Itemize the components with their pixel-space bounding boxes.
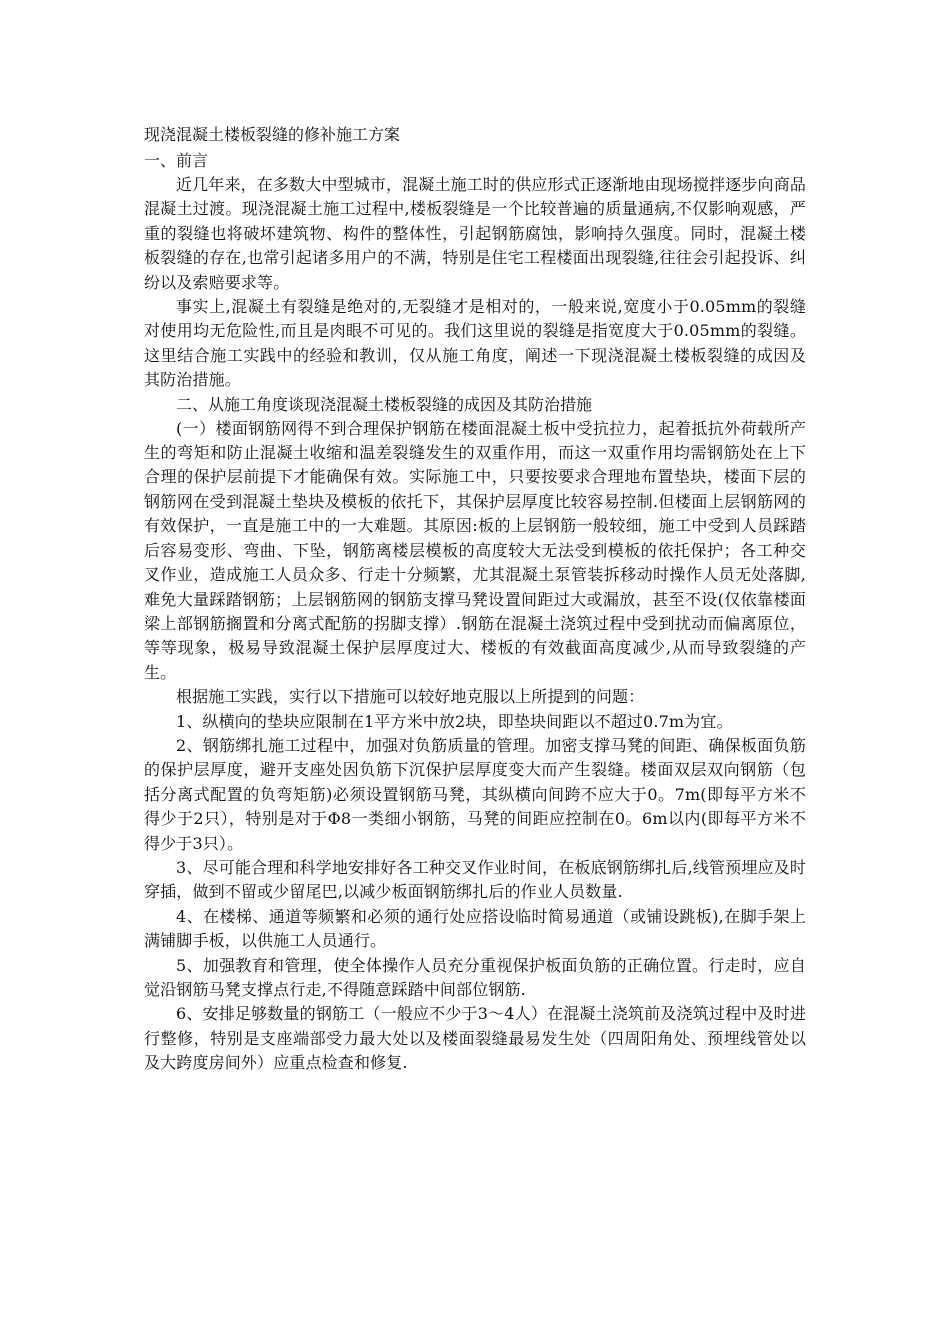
document-page	[144, 121, 806, 1076]
document-title: 现浇混凝土楼板裂缝的修补施工方案	[144, 125, 401, 144]
list-item: 6、安排足够数量的钢筋工（一般应不少于3～4人）在混凝土浇筑前及浇筑过程中及时进行整修，特别是支座端部受力最大处以及楼面裂缝最易发生处（四周阳角处、预埋线管处以及大跨度房间外）应重点检查和修复.	[144, 1004, 806, 1073]
paragraph: (一）楼面钢筋网得不到合理保护钢筋在楼面混凝土板中受抗拉力，起着抵抗外荷载所产生的弯矩和防止混凝土收缩和温差裂缝发生的双重作用，而这一双重作用均需钢筋处在上下合理的保护层前提下才能确保有效。实际施工中，只要按要求合理地布置垫块，楼面下层的钢筋网在受到混凝土垫块及模板的依托下，其保护层厚度比较容易控制.但楼面上层钢筋网的有效保护，一直是施工中的一大难题。其原因:板的上层钢筋一般较细，施工中受到人员踩踏后容易变形、弯曲、下坠，钢筋离楼层模板的高度较大无法受到模板的依托保护；各工种交叉作业，造成施工人员众多、行走十分频繁，尤其混凝土泵管装拆移动时操作人员无处落脚,难免大量踩踏钢筋；上层钢筋网的钢筋支撑马凳设置间距过大或漏放，甚至不设(仅依靠楼面梁上部钢筋搁置和分离式配筋的拐脚支撑）.钢筋在混凝土浇筑过程中受到扰动而偏离原位，等等现象，极易导致混凝土保护层厚度过大、楼板的有效截面高度减少,从而导致裂缝的产生。	[144, 418, 806, 682]
list-item: 1、纵横向的垫块应限制在1平方米中放2块，即垫块间距以不超过0.7m为宜。	[176, 711, 733, 731]
list-item: 4、在楼梯、通道等频繁和必须的通行处应搭设临时简易通道（或铺设跳板),在脚手架上满铺脚手板，以供施工人员通行。	[144, 906, 806, 951]
list-item: 3、尽可能合理和科学地安排好各工种交叉作业时间，在板底钢筋绑扎后,线管预埋应及时穿插，做到不留或少留尾巴,以减少板面钢筋绑扎后的作业人员数量.	[144, 857, 806, 902]
paragraph: 事实上,混凝土有裂缝是绝对的,无裂缝才是相对的，一般来说,宽度小于0.05mm的裂缝对使用均无危险性,而且是肉眼不可见的。我们这里说的裂缝是指宽度大于0.05mm的裂缝。这里结合施工实践中的经验和教训，仅从施工角度，阐述一下现浇混凝土楼板裂缝的成因及其防治措施。	[144, 297, 806, 390]
paragraph: 根据施工实践，实行以下措施可以较好地克服以上所提到的问题：	[176, 687, 645, 707]
paragraph: 近几年来，在多数大中型城市，混凝土施工时的供应形式正逐渐地由现场搅拌逐步向商品混凝土过渡。现浇混凝土施工过程中,楼板裂缝是一个比较普遍的质量通病,不仅影响观感，严重的裂缝也将破坏建筑物、构件的整体性，引起钢筋腐蚀，影响持久强度。同时，混凝土楼板裂缝的存在,也常引起诸多用户的不满，特别是住宅工程楼面出现裂缝,往往会引起投诉、纠纷以及索赔要求等。	[144, 175, 806, 292]
list-item: 5、加强教育和管理，使全体操作人员充分重视保护板面负筋的正确位置。行走时，应自觉沿钢筋马凳支撑点行走,不得随意踩踏中间部位钢筋.	[144, 955, 806, 999]
list-item: 2、钢筋绑扎施工过程中，加强对负筋质量的管理。加密支撑马凳的间距、确保板面负筋的保护层厚度，避开支座处因负筋下沉保护层厚度变大而产生裂缝。楼面双层双向钢筋（包括分离式配置的负弯矩筋)必须设置钢筋马凳，其纵横向间跨不应大于0。7m(即每平方米不得少于2只），特别是对于Φ8一类细小钢筋，马凳的间距应控制在0。6m以内(即每平方米不得少于3只）。	[144, 735, 806, 853]
section-heading-causes: 二、从施工角度谈现浇混凝土楼板裂缝的成因及其防治措施	[176, 394, 593, 414]
section-heading-preface: 一、前言	[144, 151, 209, 170]
